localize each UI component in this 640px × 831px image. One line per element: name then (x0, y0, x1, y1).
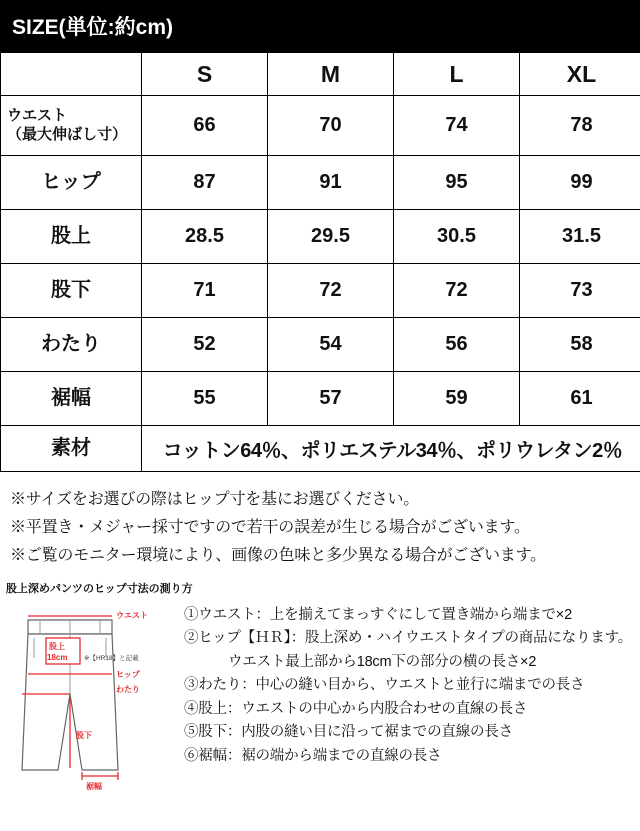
note-1: ※サイズをお選びの際はヒップ寸を基にお選びください。 (10, 491, 420, 508)
diagram-label-rise-note: ※【HR18】と記載 (84, 655, 139, 662)
diagram-label-inseam: 股下 (76, 731, 92, 740)
table-corner-cell (1, 53, 142, 96)
instruction-1: ①ウエスト：上を揃えてまっすぐにして置き端から端まで×2 (184, 607, 572, 623)
cell-rise-l: 30.5 (394, 210, 520, 264)
table-row (1, 96, 640, 156)
diagram-label-hip: ヒップ (116, 670, 140, 679)
cell-rise-s: 28.5 (142, 210, 268, 264)
instruction-4: ④股上：ウエストの中心から内股合わせの直線の長さ (184, 700, 528, 717)
instruction-5: ⑤股下：内股の縫い目に沿って裾までの直線の長さ (184, 724, 513, 741)
pants-diagram (0, 598, 180, 793)
column-header-s: S (142, 53, 268, 96)
cell-waist-s: 66 (142, 96, 268, 156)
page-title: SIZE(単位:約cm) (12, 16, 174, 39)
cell-hem-l: 59 (394, 372, 520, 426)
table-row-material (1, 426, 640, 472)
table-row (1, 318, 640, 372)
note-3: ※ご覧のモニター環境により、画像の色味と多少異なる場合がございます。 (10, 547, 546, 564)
measure-body (0, 598, 640, 793)
table-header-row (1, 53, 640, 96)
table-row (1, 264, 640, 318)
diagram-label-rise-line2: 18cm (47, 653, 68, 662)
cell-hip-s: 87 (142, 156, 268, 210)
cell-hem-m: 57 (268, 372, 394, 426)
row-label-watari: わたり (1, 318, 142, 372)
cell-inseam-s: 71 (142, 264, 268, 318)
note-2: ※平置き・メジャー採寸ですので若干の誤差が生じる場合がございます。 (10, 519, 530, 536)
cell-watari-m: 54 (268, 318, 394, 372)
instruction-3: ③わたり：中心の縫い目から、ウエストと並行に端までの長さ (184, 677, 585, 694)
size-header (0, 0, 640, 52)
row-label-material: 素材 (1, 426, 142, 472)
cell-hip-l: 95 (394, 156, 520, 210)
cell-hip-xl: 99 (520, 156, 640, 210)
diagram-label-watari: わたり (116, 685, 140, 694)
size-table (0, 52, 640, 472)
instruction-6: ⑥裾幅：裾の端から端までの直線の長さ (184, 747, 442, 764)
row-label-rise: 股上 (1, 210, 142, 264)
row-label-waist (1, 96, 142, 156)
measure-section (0, 580, 640, 793)
instruction-2-cont: ウエスト最上部から18cm下の部分の横の長さ×2 (228, 653, 537, 670)
cell-rise-m: 29.5 (268, 210, 394, 264)
row-label-waist-line2: （最大伸ばし寸） (7, 125, 128, 143)
table-row (1, 372, 640, 426)
notes-section (0, 472, 640, 570)
column-header-m: M (268, 53, 394, 96)
cell-inseam-xl: 73 (520, 264, 640, 318)
row-label-waist-line1: ウエスト (7, 106, 68, 124)
table-row (1, 210, 640, 264)
cell-waist-m: 70 (268, 96, 394, 156)
cell-inseam-l: 72 (394, 264, 520, 318)
pants-diagram-svg (0, 598, 180, 793)
diagram-label-hem: 裾幅 (86, 782, 102, 791)
measure-title: 股上深めパンツのヒップ寸法の測り方 (6, 583, 193, 595)
cell-waist-xl: 78 (520, 96, 640, 156)
cell-hem-s: 55 (142, 372, 268, 426)
table-row (1, 156, 640, 210)
cell-inseam-m: 72 (268, 264, 394, 318)
row-label-hem: 裾幅 (1, 372, 142, 426)
cell-hem-xl: 61 (520, 372, 640, 426)
cell-waist-l: 74 (394, 96, 520, 156)
row-label-hip: ヒップ (1, 156, 142, 210)
column-header-xl: XL (520, 53, 640, 96)
cell-hip-m: 91 (268, 156, 394, 210)
cell-watari-l: 56 (394, 318, 520, 372)
instruction-2: ②ヒップ【ＨＲ】：股上深め・ハイウエストタイプの商品になります。 (184, 630, 633, 647)
size-table-head (1, 53, 640, 96)
diagram-label-rise-line1: 股上 (49, 642, 65, 651)
row-label-inseam: 股下 (1, 264, 142, 318)
measure-instructions (180, 598, 640, 768)
column-header-l: L (394, 53, 520, 96)
cell-watari-s: 52 (142, 318, 268, 372)
size-table-body (1, 96, 640, 472)
cell-material-value: コットン64％、ポリエステル34％、ポリウレタン2％ (142, 426, 640, 472)
cell-rise-xl: 31.5 (520, 210, 640, 264)
cell-watari-xl: 58 (520, 318, 640, 372)
diagram-label-waist: ウエスト (116, 611, 148, 620)
